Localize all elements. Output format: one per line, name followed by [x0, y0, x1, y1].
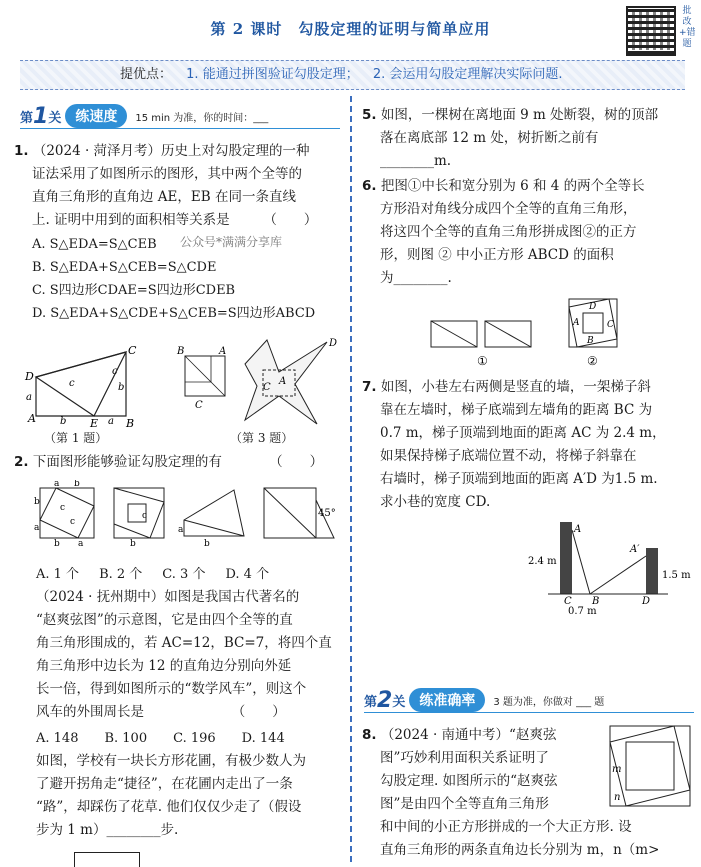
- option-a[interactable]: A. S△EDA=S△CEB: [32, 237, 157, 252]
- svg-text:A: A: [279, 376, 287, 387]
- question-number: 1.: [14, 143, 29, 159]
- svg-text:a: a: [34, 523, 40, 533]
- svg-text:D: D: [589, 302, 597, 312]
- svg-text:n: n: [614, 792, 621, 803]
- option-b[interactable]: B. 2 个: [99, 567, 143, 582]
- svg-text:b: b: [130, 539, 136, 548]
- question-text: 上. 证明中用到的面积相等关系是 （ ）: [32, 212, 318, 228]
- angle-label: 45°: [318, 508, 336, 519]
- question-text: 如图，小巷左右两侧是竖直的墙，一架梯子斜: [380, 379, 651, 395]
- figure-q1: [22, 344, 142, 428]
- question-2: [14, 451, 344, 474]
- option-b[interactable]: B. 100: [104, 731, 148, 746]
- key-points-bar: [20, 60, 685, 90]
- question-text: “路”，却踩伤了花草. 他们仅仅少走了（假设: [36, 799, 302, 815]
- svg-text:b: b: [34, 497, 40, 507]
- section-2-header: [364, 688, 694, 713]
- question-text: 把图①中长和宽分别为 6 和 4 的两个全等长: [380, 178, 645, 194]
- question-6: [362, 175, 692, 290]
- question-text: 0.7 m，梯子顶端到地面的距离 AC 为 2.4 m，: [380, 425, 666, 441]
- svg-text:E: E: [90, 417, 99, 428]
- figure-q2: [34, 480, 346, 548]
- figure-1-label: ①: [477, 354, 488, 368]
- svg-text:a: a: [108, 416, 114, 427]
- question-text: 为________.: [380, 270, 452, 286]
- figure-2-label: ②: [587, 354, 598, 368]
- section-number: 1: [33, 103, 49, 129]
- svg-text:B: B: [177, 346, 185, 357]
- key-points-label: 提优点：: [120, 67, 173, 82]
- question-text: 求小巷的宽度 CD.: [380, 494, 491, 510]
- question-5: [362, 104, 692, 173]
- svg-text:c: c: [112, 366, 118, 377]
- page-title: 第 2 课时 勾股定理的证明与简单应用: [210, 20, 491, 38]
- question-7: [362, 376, 692, 514]
- option-b[interactable]: B. S△EDA+S△CEB=S△CDE: [32, 260, 217, 275]
- question-text: 将这四个全等的直角三角形拼成图②的正方: [380, 224, 637, 240]
- figure-q3: [175, 336, 340, 432]
- svg-text:C: C: [263, 382, 271, 393]
- question-3-options: [36, 727, 346, 750]
- question-2-options: [36, 563, 346, 586]
- question-text: 方形沿对角线分成四个全等的直角三角形，: [380, 201, 637, 217]
- question-number: 8.: [362, 727, 377, 743]
- question-text: 直角三角形的两条直角边长分别为 m，n（m>: [380, 842, 660, 858]
- svg-text:A: A: [28, 412, 36, 425]
- qr-label: 批改+错题: [679, 6, 696, 49]
- question-3: [36, 586, 346, 724]
- option-c[interactable]: C. 3 个: [162, 567, 206, 582]
- svg-text:A′: A′: [630, 544, 640, 555]
- question-text: “赵爽弦图”的示意图，它是由四个全等的直: [36, 612, 293, 628]
- question-text: （2024 · 菏泽月考）历史上对勾股定理的一种: [32, 143, 310, 159]
- question-text: 形，则图 ② 中小正方形 ABCD 的面积: [380, 247, 614, 263]
- question-number: 2.: [14, 454, 29, 470]
- figure-q7: [528, 518, 698, 618]
- question-text: 证法采用了如图所示的图形，其中两个全等的: [32, 166, 302, 182]
- option-c[interactable]: C. 196: [173, 731, 216, 746]
- question-text: 勾股定理. 如图所示的“赵爽弦: [380, 773, 558, 789]
- question-text: 步为 1 m）________步.: [36, 822, 179, 838]
- question-text: 角三角形中边长为 12 的直角边分别向外延: [36, 658, 292, 674]
- question-text: ________m.: [380, 153, 452, 169]
- svg-text:D: D: [329, 338, 338, 349]
- svg-text:b: b: [118, 382, 125, 393]
- option-d[interactable]: D. 4 个: [225, 567, 270, 582]
- question-text: 如图，学校有一块长方形花圃，有极少数人为: [36, 753, 306, 769]
- question-1: [14, 140, 344, 232]
- key-point-2: 2. 会运用勾股定理解决实际问题.: [372, 67, 563, 82]
- column-divider: [350, 96, 352, 862]
- question-text: 直角三角形的直角边 AE，EB 在同一条直线: [32, 189, 296, 205]
- svg-text:c: c: [60, 503, 66, 513]
- question-text: 长一倍，得到如图所示的“数学风车”，则这个: [36, 681, 307, 697]
- svg-text:D: D: [25, 370, 34, 383]
- figure-q8: [606, 722, 694, 814]
- svg-text:c: c: [142, 511, 148, 521]
- svg-text:C: C: [195, 400, 203, 411]
- section-guan: 关: [48, 110, 62, 126]
- question-text: 角三角形围成的，若 AC=12，BC=7，将四个直: [36, 635, 332, 651]
- section-note: 3 题为准，你做对 ___ 题: [493, 696, 605, 708]
- question-4: [36, 750, 346, 842]
- watermark: 公众号*满满分享库: [180, 235, 283, 249]
- label-0-7m: 0.7 m: [568, 606, 597, 617]
- option-a[interactable]: A. 1 个: [36, 567, 80, 582]
- option-d[interactable]: D. 144: [241, 731, 285, 746]
- section-guan: 关: [392, 694, 406, 710]
- question-number: 7.: [362, 379, 377, 395]
- question-text: 右墙时，梯子顶端到地面的距离 A′D 为1.5 m.: [380, 471, 658, 487]
- svg-text:c: c: [69, 378, 75, 389]
- svg-text:B: B: [592, 596, 600, 607]
- question-text: 如图，一棵树在离地面 9 m 处断裂，树的顶部: [380, 107, 659, 123]
- svg-text:B: B: [126, 417, 135, 428]
- question-text: 图”是由四个全等直角三角形: [380, 796, 549, 812]
- question-number: 6.: [362, 178, 377, 194]
- figure-q6: [425, 295, 655, 371]
- key-point-1: 1. 能通过拼图验证勾股定理；: [186, 67, 359, 82]
- svg-text:D: D: [642, 596, 651, 607]
- question-text: 风车的外围周长是 （ ）: [36, 704, 286, 720]
- question-8-cont: [362, 816, 692, 862]
- section-note: 15 min 为准，你的时间：___: [135, 112, 269, 124]
- svg-text:A: A: [573, 318, 580, 328]
- option-a[interactable]: A. 148: [36, 731, 79, 746]
- question-text: 图”巧妙利用面积关系证明了: [380, 750, 549, 766]
- svg-text:b: b: [54, 539, 60, 548]
- svg-text:a: a: [26, 392, 32, 403]
- question-text: （2024 · 抚州期中）如图是我国古代著名的: [36, 589, 300, 605]
- question-text: 了避开拐角走“捷径”，在花圃内走出了一条: [36, 776, 293, 792]
- question-text: 如果保持梯子底端位置不动，将梯子斜靠在: [380, 448, 637, 464]
- section-di: 第: [364, 694, 378, 710]
- svg-text:C: C: [607, 320, 614, 330]
- question-text: 下面图形能够验证勾股定理的有 （ ）: [32, 454, 324, 470]
- svg-text:C: C: [128, 344, 137, 357]
- label-1-5m: 1.5 m: [662, 570, 691, 581]
- section-pill: 练准确率: [409, 688, 485, 712]
- svg-text:c: c: [70, 517, 76, 527]
- question-text: 靠在左墙时，梯子底端到左墙角的距离 BC 为: [380, 402, 653, 418]
- section-pill: 练速度: [65, 104, 127, 128]
- svg-text:B: B: [587, 336, 594, 346]
- svg-text:b: b: [74, 480, 80, 489]
- question-text: 落在离底部 12 m 处，树折断之前有: [380, 130, 599, 146]
- label-2-4m: 2.4 m: [528, 556, 557, 567]
- option-c[interactable]: C. S四边形CDAE=S四边形CDEB: [32, 283, 236, 298]
- svg-text:m: m: [612, 764, 622, 775]
- question-8: [362, 724, 602, 816]
- question-text: 和中间的小正方形拼成的一个大正方形. 设: [380, 819, 632, 835]
- qr-code[interactable]: [626, 6, 676, 56]
- svg-text:b: b: [60, 416, 67, 427]
- svg-text:C: C: [564, 596, 572, 607]
- svg-text:A: A: [574, 524, 582, 535]
- section-di: 第: [20, 110, 34, 126]
- svg-text:a: a: [78, 539, 84, 548]
- question-number: 5.: [362, 107, 377, 123]
- question-text: （2024 · 南通中考）“赵爽弦: [380, 727, 557, 743]
- svg-text:a: a: [178, 525, 184, 535]
- section-1-header: [20, 104, 340, 129]
- svg-text:b: b: [204, 539, 210, 548]
- caption-q3: （第 3 题）: [230, 431, 294, 445]
- option-d[interactable]: D. S△EDA+S△CDE+S△CEB=S四边形ABCD: [32, 306, 316, 321]
- svg-text:A: A: [219, 346, 227, 357]
- svg-text:a: a: [54, 480, 60, 489]
- section-number: 2: [377, 687, 393, 713]
- figure-q4: [74, 852, 140, 867]
- caption-q1: （第 1 题）: [44, 431, 108, 445]
